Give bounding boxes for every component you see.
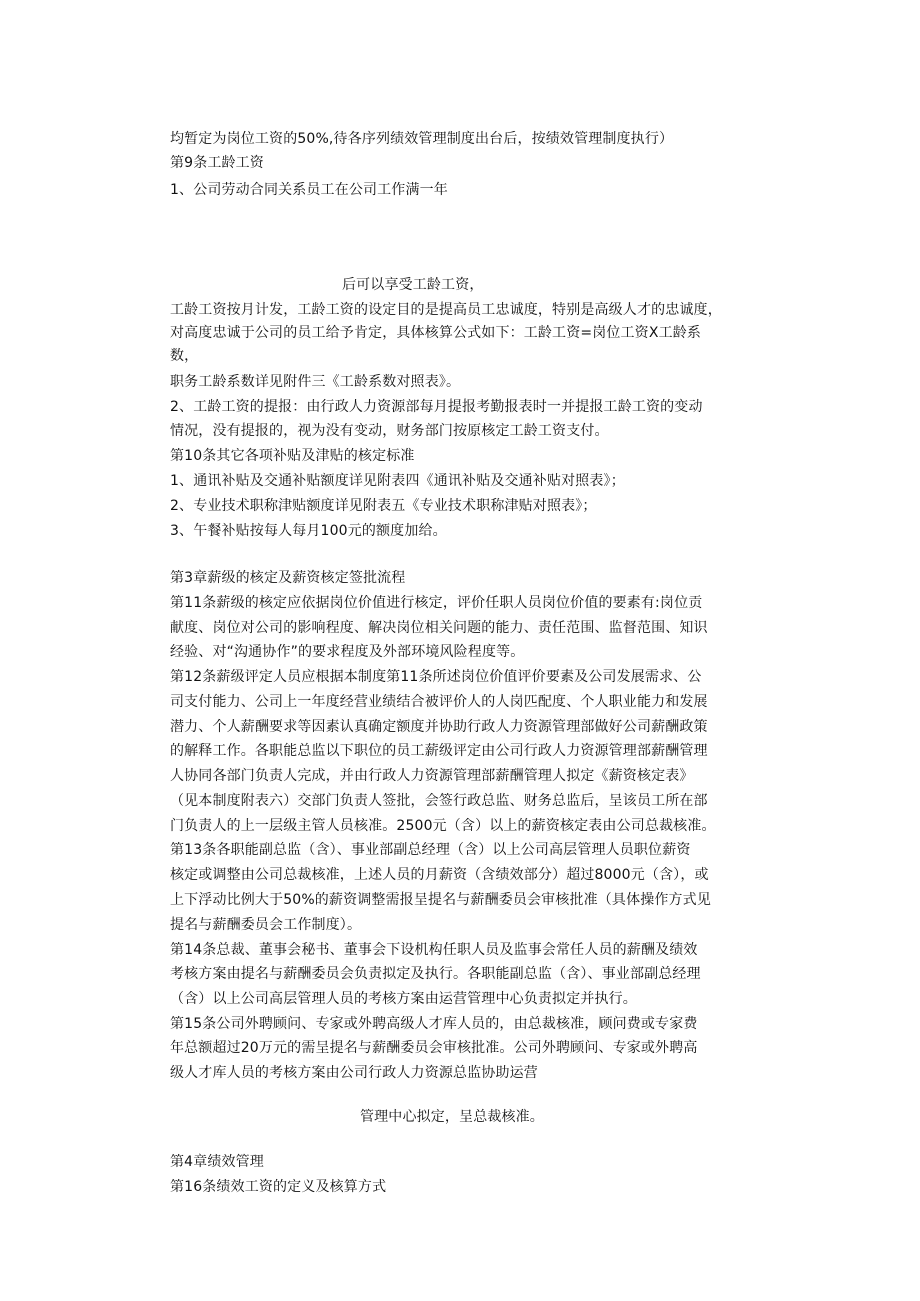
paragraph-line: 第11条薪级的核定应依据岗位价值进行核定，评价任职人员岗位价值的要素有:岗位贡 [170,595,703,611]
paragraph-line: 第15条公司外聘顾问、专家或外聘高级人才库人员的，由总裁核准，顾问费或专家费 [170,1016,698,1032]
paragraph-line: 数， [170,348,199,364]
paragraph-line: （含）以上公司高层管理人员的考核方案由运营管理中心负责拟定并执行。 [170,991,637,1007]
article-heading: 第10条其它各项补贴及津贴的核定标准 [170,448,415,464]
chapter-heading: 第3章薪级的核定及薪资核定签批流程 [170,570,406,586]
paragraph-line: 级人才库人员的考核方案由公司行政人力资源总监协助运营 [170,1065,538,1081]
paragraph-line: 后可以享受工龄工资， [342,277,484,293]
paragraph-line: 献度、岗位对公司的影响程度、解决岗位相关问题的能力、责任范围、监督范围、知识 [170,620,708,636]
paragraph-line: 核定或调整由公司总裁核准，上述人员的月薪资（含绩效部分）超过8000元（含），或 [170,867,709,883]
paragraph-line: 提名与薪酬委员会工作制度）。 [170,917,362,933]
paragraph-line: 3、午餐补贴按每人每月100元的额度加给。 [170,523,447,539]
paragraph-line: 上下浮动比例大于50%的薪资调整需报呈提名与薪酬委员会审核批准（具体操作方式见 [170,892,711,908]
paragraph-line: 均暂定为岗位工资的50%,待各序列绩效管理制度出台后，按绩效管理制度执行） [170,131,674,147]
paragraph-line: 2、工龄工资的提报：由行政人力资源部每月提报考勤报表时一并提报工龄工资的变动 [170,399,703,415]
paragraph-line: 经验、对“沟通协作”的要求程度及外部环境风险程度等。 [170,644,525,660]
paragraph-line: 人协同各部门负责人完成，并由行政人力资源管理部薪酬管理人拟定《薪资核定表》 [170,768,694,784]
paragraph-line: 门负责人的上一层级主管人员核准。2500元（含）以上的薪资核定表由公司总裁核准。 [170,818,716,834]
paragraph-line: （见本制度附表六）交部门负责人签批，会签行政总监、财务总监后，呈该员工所在部 [170,793,708,809]
paragraph-line: 职务工龄系数详见附件三《工龄系数对照表》。 [170,374,461,390]
paragraph-line: 第12条薪级评定人员应根据本制度第11条所述岗位价值评价要素及公司发展需求、公 [170,669,702,685]
article-heading: 第9条工龄工资 [170,155,264,171]
chapter-heading: 第4章绩效管理 [170,1154,264,1170]
article-heading: 第16条绩效工资的定义及核算方式 [170,1179,387,1195]
paragraph-line: 情况，没有提报的，视为没有变动，财务部门按原核定工龄工资支付。 [170,423,609,439]
paragraph-line: 考核方案由提名与薪酬委员会负责拟定及执行。各职能副总监（含）、事业部副总经理 [170,966,701,982]
paragraph-line: 年总额超过20万元的需呈提名与薪酬委员会审核批准。公司外聘顾问、专家或外聘高 [170,1040,698,1056]
paragraph-line: 潜力、个人薪酬要求等因素认真确定额度并协助行政人力资源管理部做好公司薪酬政策 [170,719,708,735]
paragraph-line: 管理中心拟定，呈总裁核准。 [360,1109,544,1125]
paragraph-line: 1、公司劳动合同关系员工在公司工作满一年 [170,182,448,198]
paragraph-line: 第13条各职能副总监（含）、事业部副总经理（含）以上公司高层管理人员职位薪资 [170,842,691,858]
paragraph-line: 对高度忠诚于公司的员工给予肯定，具体核算公式如下：工龄工资=岗位工资X工龄系 [170,325,702,341]
paragraph-line: 工龄工资按月计发，工龄工资的设定目的是提高员工忠诚度，特别是高级人才的忠诚度， [170,302,722,318]
paragraph-line: 1、通讯补贴及交通补贴额度详见附表四《通讯补贴及交通补贴对照表》； [170,473,625,489]
paragraph-line: 司支付能力、公司上一年度经营业绩结合被评价人的人岗匹配度、个人职业能力和发展 [170,694,708,710]
paragraph-line: 2、专业技术职称津贴额度详见附表五《专业技术职称津贴对照表》； [170,498,597,514]
paragraph-line: 第14条总裁、董事会秘书、董事会下设机构任职人员及监事会常任人员的薪酬及绩效 [170,942,698,958]
paragraph-line: 的解释工作。各职能总监以下职位的员工薪级评定由公司行政人力资源管理部薪酬管理 [170,743,708,759]
